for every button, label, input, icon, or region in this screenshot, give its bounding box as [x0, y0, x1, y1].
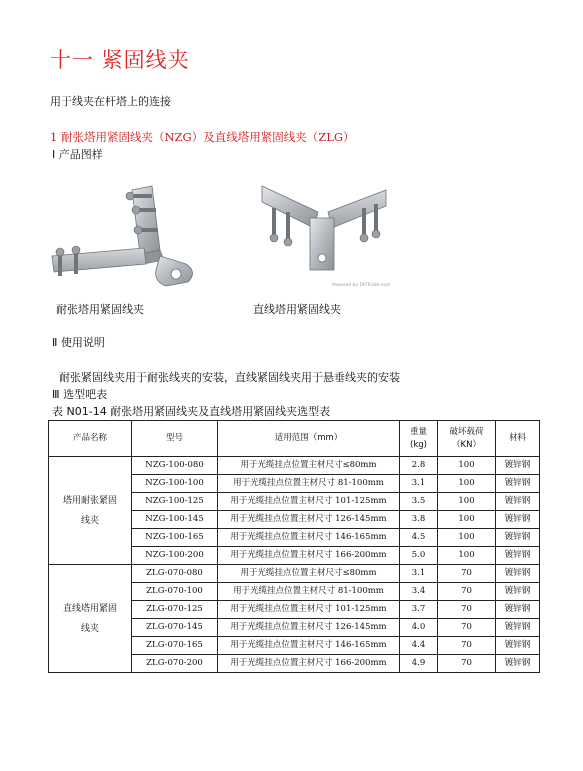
weight-cell: 3.4 [400, 583, 438, 601]
caption-tension-clamp: 耐张塔用紧固线夹 [56, 303, 144, 316]
range-cell: 用于光缆挂点位置主材尺寸 146-165mm [218, 637, 400, 655]
range-cell: 用于光缆挂点位置主材尺寸 101-125mm [218, 601, 400, 619]
range-cell: 用于光缆挂点位置主材尺寸≤80mm [218, 565, 400, 583]
range-cell: 用于光缆挂点位置主材尺寸 166-200mm [218, 655, 400, 673]
model-cell: NZG-100-145 [132, 511, 218, 529]
range-cell: 用于光缆挂点位置主材尺寸 146-165mm [218, 529, 400, 547]
model-cell: ZLG-070-125 [132, 601, 218, 619]
header-name: 产品名称 [49, 421, 132, 457]
tension-clamp-photo [48, 180, 208, 292]
load-cell: 70 [438, 601, 496, 619]
usage-text: 耐张紧固线夹用于耐张线夹的安装，直线紧固线夹用于悬垂线夹的安装 [59, 371, 400, 384]
header-weight-line1: 重量 [409, 426, 427, 437]
material-cell: 镀锌钢 [496, 637, 540, 655]
weight-cell: 4.4 [400, 637, 438, 655]
model-cell: NZG-100-100 [132, 475, 218, 493]
weight-cell: 4.5 [400, 529, 438, 547]
model-cell: ZLG-070-100 [132, 583, 218, 601]
material-cell: 镀锌钢 [496, 475, 540, 493]
weight-cell: 3.5 [400, 493, 438, 511]
model-cell: NZG-100-125 [132, 493, 218, 511]
header-range: 适用范围（mm） [218, 421, 400, 457]
range-cell: 用于光缆挂点位置主材尺寸 81-100mm [218, 475, 400, 493]
table-row [49, 565, 540, 583]
material-cell: 镀锌钢 [496, 547, 540, 565]
weight-cell: 3.8 [400, 511, 438, 529]
weight-cell: 2.8 [400, 457, 438, 475]
subheading-usage: Ⅱ 使用说明 [52, 336, 105, 349]
material-cell: 镀锌钢 [496, 511, 540, 529]
subheading-images: Ⅰ 产品图样 [52, 148, 103, 161]
model-cell: NZG-100-200 [132, 547, 218, 565]
load-cell: 100 [438, 475, 496, 493]
load-cell: 70 [438, 565, 496, 583]
weight-cell: 4.0 [400, 619, 438, 637]
load-cell: 70 [438, 655, 496, 673]
intro-text: 用于线夹在杆塔上的连接 [50, 95, 171, 108]
header-weight-line2: (kg) [410, 439, 427, 450]
model-cell: ZLG-070-145 [132, 619, 218, 637]
range-cell: 用于光缆挂点位置主材尺寸 166-200mm [218, 547, 400, 565]
weight-cell: 3.7 [400, 601, 438, 619]
range-cell: 用于光缆挂点位置主材尺寸 101-125mm [218, 493, 400, 511]
model-cell: ZLG-070-080 [132, 565, 218, 583]
weight-cell: 3.1 [400, 565, 438, 583]
load-cell: 100 [438, 457, 496, 475]
material-cell: 镀锌钢 [496, 583, 540, 601]
load-cell: 100 [438, 529, 496, 547]
weight-cell: 5.0 [400, 547, 438, 565]
range-cell: 用于光缆挂点位置主材尺寸 126-145mm [218, 511, 400, 529]
caption-suspension-clamp: 直线塔用紧固线夹 [253, 303, 341, 316]
table-caption: 表 N01-14 耐张塔用紧固线夹及直线塔用紧固线夹选型表 [52, 405, 331, 418]
range-cell: 用于光缆挂点位置主材尺寸≤80mm [218, 457, 400, 475]
photo-watermark: Powered by DIYTrade.com [332, 283, 390, 288]
load-cell: 100 [438, 511, 496, 529]
load-cell: 70 [438, 619, 496, 637]
model-cell: NZG-100-165 [132, 529, 218, 547]
header-load-line1: 破坏载荷 [449, 426, 484, 437]
product-name-cell [49, 565, 132, 673]
header-weight [400, 421, 438, 457]
material-cell: 镀锌钢 [496, 655, 540, 673]
material-cell: 镀锌钢 [496, 565, 540, 583]
header-material: 材料 [496, 421, 540, 457]
model-cell: NZG-100-080 [132, 457, 218, 475]
material-cell: 镀锌钢 [496, 619, 540, 637]
load-cell: 70 [438, 637, 496, 655]
product-name-line: 直线塔用紧固 [62, 603, 117, 614]
material-cell: 镀锌钢 [496, 529, 540, 547]
product-name-line: 塔用耐张紧固 [62, 495, 117, 506]
model-cell: ZLG-070-165 [132, 637, 218, 655]
load-cell: 70 [438, 583, 496, 601]
header-model: 型号 [132, 421, 218, 457]
load-cell: 100 [438, 547, 496, 565]
suspension-clamp-photo [258, 178, 390, 296]
product-name-line: 线夹 [80, 515, 99, 526]
load-cell: 100 [438, 493, 496, 511]
weight-cell: 4.9 [400, 655, 438, 673]
table-body [49, 457, 540, 673]
table-row [49, 457, 540, 475]
material-cell: 镀锌钢 [496, 493, 540, 511]
model-cell: ZLG-070-200 [132, 655, 218, 673]
header-load [438, 421, 496, 457]
section-heading: 1 耐张塔用紧固线夹（NZG）及直线塔用紧固线夹（ZLG） [50, 130, 355, 144]
page-title: 十一 紧固线夹 [50, 48, 190, 72]
selection-table [48, 420, 540, 673]
header-load-line2: （KN） [452, 439, 481, 450]
material-cell: 镀锌钢 [496, 601, 540, 619]
weight-cell: 3.1 [400, 475, 438, 493]
product-name-cell [49, 457, 132, 565]
product-name-line: 线夹 [80, 623, 99, 634]
range-cell: 用于光缆挂点位置主材尺寸 126-145mm [218, 619, 400, 637]
range-cell: 用于光缆挂点位置主材尺寸 81-100mm [218, 583, 400, 601]
material-cell: 镀锌钢 [496, 457, 540, 475]
table-header-row [49, 421, 540, 457]
subheading-table: Ⅲ 选型吧表 [52, 388, 108, 401]
